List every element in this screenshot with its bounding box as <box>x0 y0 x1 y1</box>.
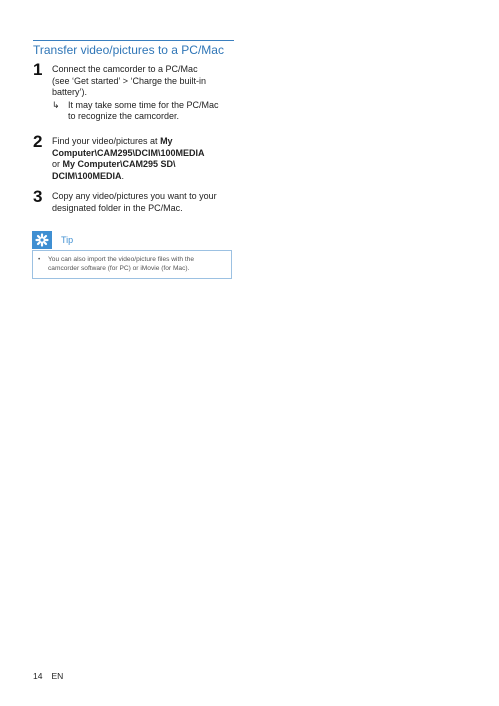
result-text <box>68 100 219 123</box>
step-number: 2 <box>33 132 43 151</box>
step-text <box>52 136 243 182</box>
step-text-run: or <box>52 159 63 169</box>
step-number: 3 <box>33 187 43 206</box>
tip-label: Tip <box>61 235 74 245</box>
tip-box <box>32 250 232 279</box>
tip-item <box>33 251 231 273</box>
step-path-bold: My <box>160 136 173 146</box>
step-3 <box>33 187 243 214</box>
step-path-bold: Computer\CAM295\DCIM\100MEDIA <box>52 147 205 158</box>
section-title: Transfer video/pictures to a PC/Mac <box>33 40 234 57</box>
step-text <box>52 191 243 214</box>
page-footer <box>33 671 63 681</box>
step-line <box>52 136 243 148</box>
tip-line: You can also import the video/picture files with the <box>48 256 194 263</box>
tip-header <box>32 231 234 249</box>
result-line: It may take some time for the PC/Mac <box>68 99 219 110</box>
asterisk-icon <box>32 231 52 249</box>
page-number: 14 <box>33 671 43 681</box>
step-text-run: Find your video/pictures at <box>52 136 161 146</box>
step-line <box>52 148 243 160</box>
bullet-icon: • <box>38 256 41 263</box>
step-line: Copy any video/pictures you want to your <box>52 191 217 201</box>
step-text <box>52 64 243 123</box>
step-line <box>52 159 243 171</box>
tip-line: camcorder software (for PC) or iMovie (for Mac). <box>48 264 190 272</box>
result-line: to recognize the camcorder. <box>68 111 180 121</box>
step-line: Connect the camcorder to a PC/Mac <box>52 64 198 74</box>
step-line: (see ‘Get started’ > ‘Charge the built-in <box>52 75 206 86</box>
step-1 <box>33 60 243 123</box>
step-line: battery’). <box>52 87 88 97</box>
step-result <box>52 100 243 123</box>
step-line: designated folder in the PC/Mac. <box>52 202 183 213</box>
tip-text <box>48 256 194 273</box>
step-path-bold: My Computer\CAM295 SD\ <box>62 159 176 169</box>
step-number: 1 <box>33 60 43 79</box>
step-text-run: . <box>121 170 125 181</box>
step-2 <box>33 132 243 182</box>
step-path-bold: DCIM\100MEDIA <box>52 170 122 181</box>
step-line <box>52 171 243 183</box>
language-code: EN <box>51 671 64 681</box>
result-arrow-icon: ↳ <box>52 99 60 110</box>
